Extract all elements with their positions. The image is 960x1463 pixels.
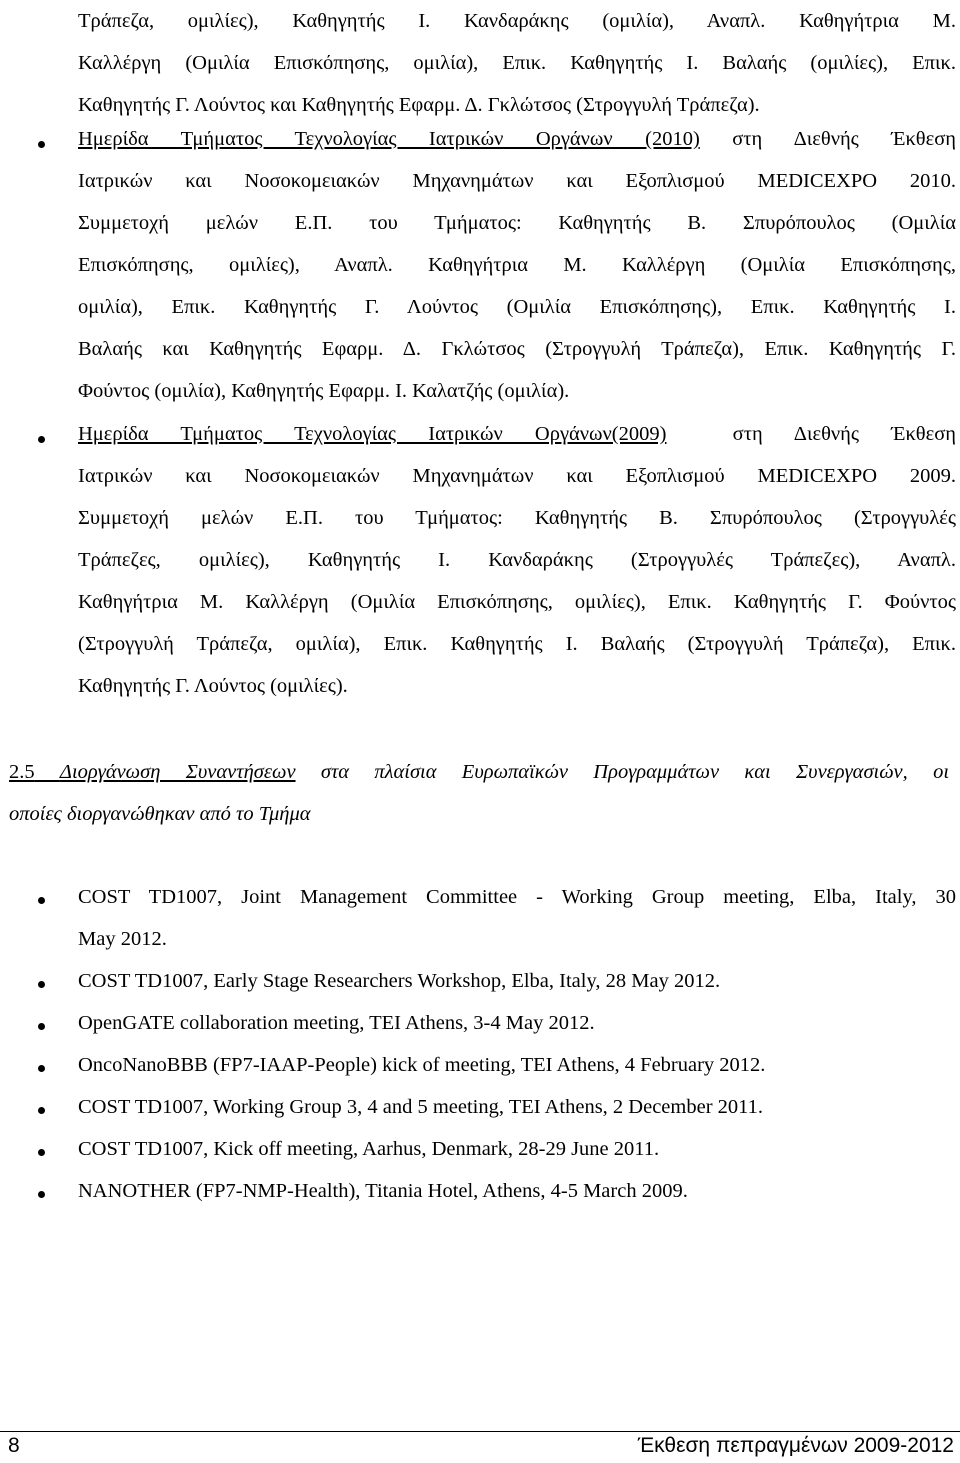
footer-divider [0, 1431, 960, 1432]
text-line: (Στρογγυλή Τράπεζα, ομιλία), Επικ. Καθηγητής Ι. Βαλαής (Στρογγυλή Τράπεζα), Επικ. [78, 633, 956, 655]
bullet-icon [38, 1191, 45, 1198]
text-line: Καθηγητής Γ. Λούντος και Καθηγητής Εφαρμ. Δ. Γκλώτσος (Στρογγυλή Τράπεζα). [78, 94, 760, 116]
bullet-icon [38, 981, 45, 988]
heading-line: 2.5 Διοργάνωση Συναντήσεων στα πλαίσια Ευρωπαϊκών Προγραμμάτων και Συνεργασιών, οι [9, 761, 950, 783]
heading-line: οποίες διοργανώθηκαν από το Τμήμα [9, 803, 311, 825]
report-title: Έκθεση πεπραγμένων 2009-2012 [637, 1434, 954, 1457]
text-line: Συμμετοχή μελών Ε.Π. του Τμήματος: Καθηγητής Β. Σπυρόπουλος (Στρογγυλές [78, 507, 956, 529]
text-line: COST TD1007, Early Stage Researchers Workshop, Elba, Italy, 28 May 2012. [78, 970, 721, 992]
page-number: 8 [8, 1434, 20, 1457]
text-line: Ιατρικών και Νοσοκομειακών Μηχανημάτων και Εξοπλισμού MEDICEXPO 2009. [78, 465, 956, 487]
bullet-icon [38, 1107, 45, 1114]
event-title: Ημερίδα Τμήματος Τεχνολογίας Ιατρικών Οργάνων (2010) [78, 128, 700, 150]
text-line: Ημερίδα Τμήματος Τεχνολογίας Ιατρικών Οργάνων (2010) στη Διεθνής Έκθεση [78, 128, 956, 150]
text-line: Τράπεζες, ομιλίες), Καθηγητής Ι. Κανδαράκης (Στρογγυλές Τράπεζες), Αναπλ. [78, 549, 956, 571]
text-line: COST TD1007, Joint Management Committee - Working Group meeting, Elba, Italy, 30 [78, 886, 956, 908]
bullet-icon [38, 436, 45, 443]
text-line: Ημερίδα Τμήματος Τεχνολογίας Ιατρικών Οργάνων(2009) στη Διεθνής Έκθεση [78, 423, 956, 445]
text-line: OncoNanoBBB (FP7-IAAP-People) kick of meeting, TEI Athens, 4 February 2012. [78, 1054, 766, 1076]
text-line: Επισκόπησης, ομιλίες), Αναπλ. Καθηγήτρια Μ. Καλλέργη (Ομιλία Επισκόπησης, [78, 254, 956, 276]
text-line: Τράπεζα, ομιλίες), Καθηγητής Ι. Κανδαράκης (ομιλία), Αναπλ. Καθηγήτρια Μ. [78, 10, 956, 32]
text-line: Ιατρικών και Νοσοκομειακών Μηχανημάτων και Εξοπλισμού MEDICEXPO 2010. [78, 170, 956, 192]
bullet-icon [38, 1065, 45, 1072]
event-text [78, 118, 956, 412]
continuation-paragraph [78, 0, 956, 126]
section-number: 2.5 [9, 761, 35, 783]
text-line: COST TD1007, Working Group 3, 4 and 5 meeting, TEI Athens, 2 December 2011. [78, 1096, 764, 1118]
text-line: NANOTHER (FP7-NMP-Health), Titania Hotel, Athens, 4-5 March 2009. [78, 1180, 688, 1202]
text-line: Βαλαής και Καθηγητής Εφαρμ. Δ. Γκλώτσος (Στρογγυλή Τράπεζα), Επικ. Καθηγητής Γ. [78, 338, 956, 360]
text-line: OpenGATE collaboration meeting, TEI Athens, 3-4 May 2012. [78, 1012, 595, 1034]
text-line: Καθηγήτρια Μ. Καλλέργη (Ομιλία Επισκόπησης, ομιλίες), Επικ. Καθηγητής Γ. Φούντος [78, 591, 956, 613]
text-line: Φούντος (ομιλία), Καθηγητής Εφαρμ. Ι. Καλατζής (ομιλία). [78, 380, 570, 402]
text-line: COST TD1007, Kick off meeting, Aarhus, Denmark, 28-29 June 2011. [78, 1138, 660, 1160]
text-line: Συμμετοχή μελών Ε.Π. του Τμήματος: Καθηγητής Β. Σπυρόπουλος (Ομιλία [78, 212, 956, 234]
text-line: Καλλέργη (Ομιλία Επισκόπησης, ομιλία), Επικ. Καθηγητής Ι. Βαλαής (ομιλίες), Επικ. [78, 52, 956, 74]
event-text [78, 413, 956, 707]
bullet-icon [38, 141, 45, 148]
event-title: Ημερίδα Τμήματος Τεχνολογίας Ιατρικών Οργάνων(2009) [78, 423, 667, 445]
section-heading [9, 751, 949, 835]
section-title-underlined: Διοργάνωση Συναντήσεων [59, 761, 296, 783]
bullet-icon [38, 1149, 45, 1156]
bullet-icon [38, 897, 45, 904]
text-line: Καθηγητής Γ. Λούντος (ομιλίες). [78, 675, 348, 697]
text-line: ομιλία), Επικ. Καθηγητής Γ. Λούντος (Ομιλία Επισκόπησης), Επικ. Καθηγητής Ι. [78, 296, 956, 318]
text-line: May 2012. [78, 928, 167, 950]
bullet-icon [38, 1023, 45, 1030]
